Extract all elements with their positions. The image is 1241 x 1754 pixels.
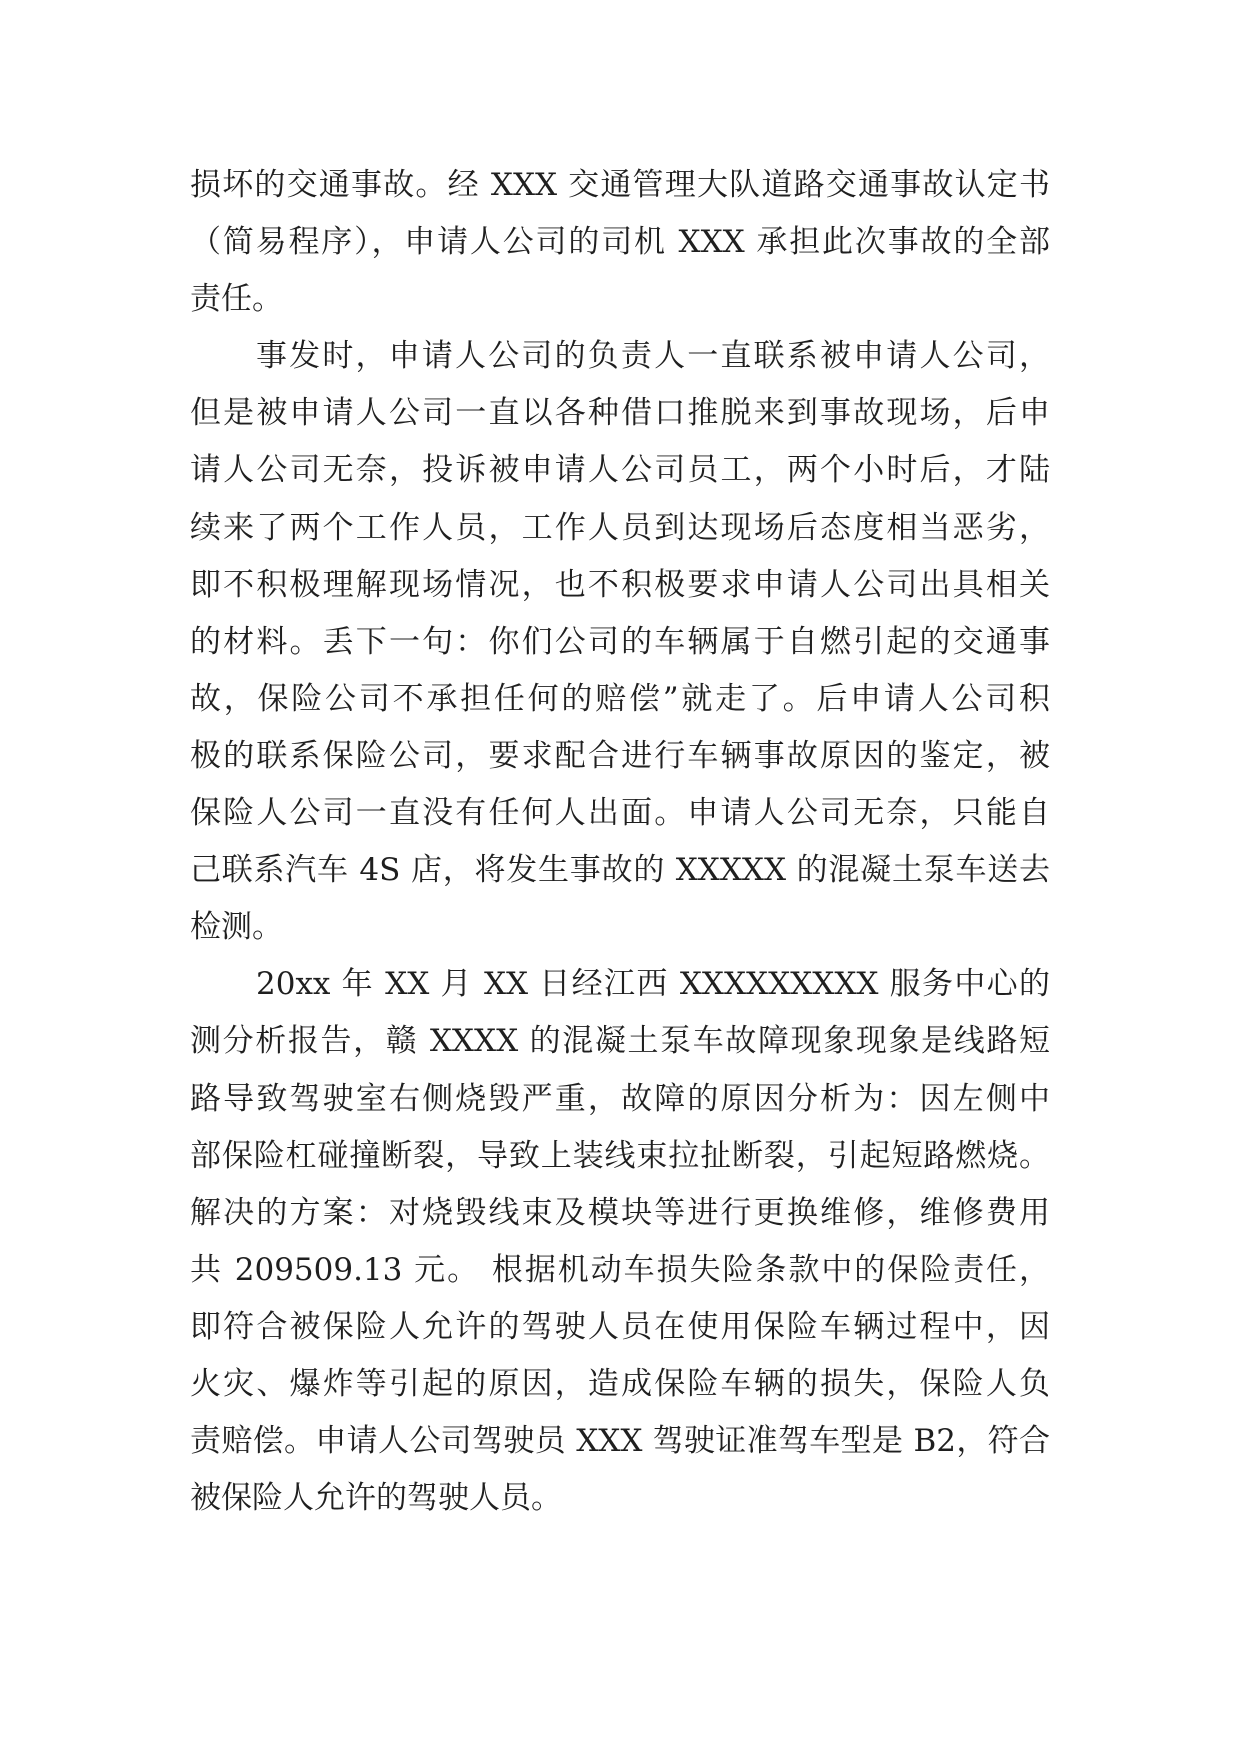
text-line: 即不积极理解现场情况，也不积极要求申请人公司出具相关 [190, 566, 1050, 603]
text-line: 保险人公司一直没有任何人出面。申请人公司无奈，只能自 [190, 795, 1050, 832]
text-line: 被保险人允许的驾驶人员。 [190, 1480, 562, 1517]
text-line: 的材料。丢下一句：你们公司的车辆属于自燃引起的交通事 [190, 623, 1050, 660]
text-line: 责任。 [190, 281, 283, 318]
document-body [190, 157, 1050, 1527]
text-line: （简易程序），申请人公司的司机 XXX 承担此次事故的全部 [190, 224, 1050, 261]
text-line: 测分析报告，赣 XXXX 的混凝土泵车故障现象现象是线路短 [190, 1023, 1050, 1060]
text-line: 解决的方案：对烧毁线束及模块等进行更换维修，维修费用 [190, 1194, 1050, 1231]
text-line: 己联系汽车 4S 店，将发生事故的 XXXXX 的混凝土泵车送去 [190, 852, 1050, 889]
text-line: 检测。 [190, 909, 283, 946]
text-line: 部保险杠碰撞断裂，导致上装线束拉扯断裂，引起短路燃烧。 [190, 1137, 1050, 1174]
text-line: 损坏的交通事故。经 XXX 交通管理大队道路交通事故认定书 [190, 167, 1050, 203]
text-line: 即符合被保险人允许的驾驶人员在使用保险车辆过程中，因 [190, 1308, 1050, 1345]
text-line: 故，保险公司不承担任何的赔偿”就走了。后申请人公司积 [190, 680, 1050, 717]
text-line: 共 209509.13 元。 根据机动车损失险条款中的保险责任， [190, 1251, 1050, 1288]
text-line: 极的联系保险公司，要求配合进行车辆事故原因的鉴定，被 [190, 737, 1050, 774]
text-line: 续来了两个工作人员，工作人员到达现场后态度相当恶劣， [190, 509, 1050, 546]
paragraph-first-line: 20xx 年 XX 月 XX 日经江西 XXXXXXXXX 服务中心的 [256, 966, 1050, 1003]
text-line: 但是被申请人公司一直以各种借口推脱来到事故现场，后申 [190, 395, 1050, 432]
text-line: 责赔偿。申请人公司驾驶员 XXX 驾驶证准驾车型是 B2，符合 [190, 1423, 1050, 1460]
text-line: 路导致驾驶室右侧烧毁严重，故障的原因分析为：因左侧中 [190, 1080, 1050, 1117]
paragraph-first-line: 事发时，申请人公司的负责人一直联系被申请人公司， [256, 338, 1050, 375]
text-line: 请人公司无奈，投诉被申请人公司员工，两个小时后，才陆 [190, 452, 1050, 489]
text-line: 火灾、爆炸等引起的原因，造成保险车辆的损失，保险人负 [190, 1365, 1050, 1402]
